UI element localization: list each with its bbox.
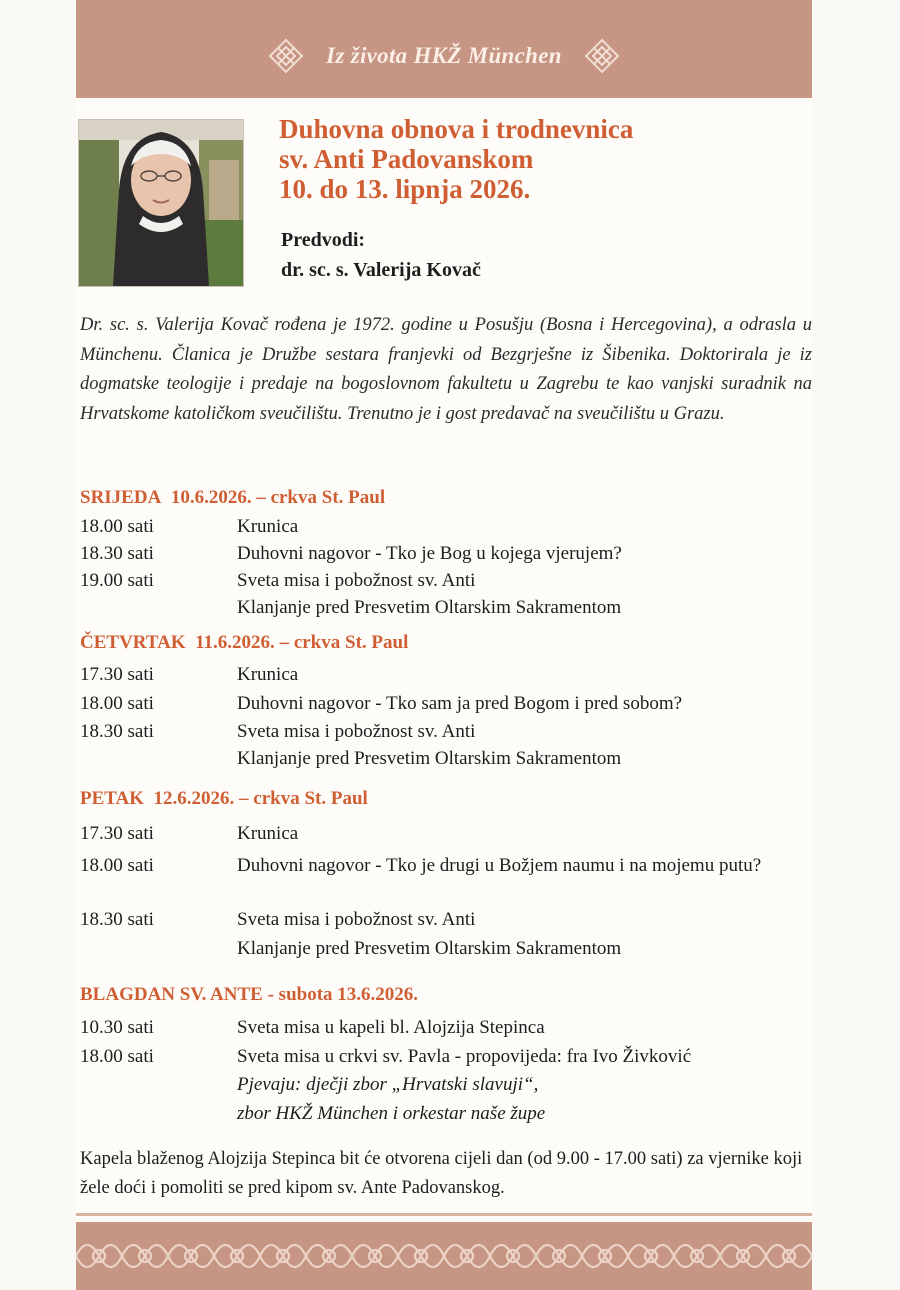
headline-line: Duhovna obnova i trodnevnica — [279, 114, 634, 144]
schedule-text: zbor HKŽ München i orkestar naše župe — [237, 1103, 546, 1124]
schedule-text: Sveta misa u kapeli bl. Alojzija Stepinca — [237, 1017, 545, 1038]
schedule-text: Krunica — [237, 664, 299, 685]
schedule-text: Sveta misa i pobožnost sv. Anti — [237, 570, 476, 591]
schedule-time: 17.30 sati — [80, 823, 154, 844]
schedule-text: Pjevaju: dječji zbor „Hrvatski slavuji“, — [237, 1074, 539, 1095]
speaker-bio: Dr. sc. s. Valerija Kovač rođena je 1972. godine u Posušju (Bosna i Hercegovina), a odrasla u Münchenu. Članica je Družbe sestara franjevki od Bezgrješne iz Šibenika. Doktorirala je iz dogmatske teologije i predaje na bogoslovnom fakultetu u Zagrebu te kao vanjski suradnik na Hrvatskome katoličkom sveučilištu. Trenutno je i gost predavač na sveučilištu u Grazu. — [80, 315, 812, 424]
schedule-time: 18.00 sati — [80, 693, 154, 714]
day-separator: – — [279, 632, 290, 653]
day-place: crkva St. Paul — [293, 632, 409, 653]
day-separator: – — [256, 487, 266, 508]
day-place: crkva St. Paul — [253, 788, 368, 809]
schedule-time: 19.00 sati — [80, 570, 154, 591]
day-name: BLAGDAN SV. ANTE — [80, 984, 263, 1005]
celtic-knot-icon-left — [268, 38, 304, 74]
day-heading — [80, 487, 385, 509]
schedule-time: 10.30 sati — [80, 1017, 154, 1038]
day-heading — [80, 788, 368, 810]
header-title: Iz života HKŽ München — [326, 43, 562, 68]
leader-name: dr. sc. s. Valerija Kovač — [281, 259, 481, 281]
schedule-text: Duhovni nagovor - Tko je drugi u Božjem naumu i na mojemu putu? — [237, 855, 762, 876]
schedule-time: 18.30 sati — [80, 543, 154, 564]
day-separator: – — [239, 788, 249, 809]
schedule-time: 18.30 sati — [80, 909, 154, 930]
headline-line: sv. Anti Padovanskom — [279, 144, 534, 174]
chapel-note: Kapela blaženog Alojzija Stepinca bit će otvorena cijeli dan (od 9.00 - 17.00 sati) za vjernike koji žele doći i pomoliti se pred kipom sv. Ante Padovanskog. — [80, 1149, 803, 1198]
schedule-text: Klanjanje pred Presvetim Oltarskim Sakramentom — [237, 938, 622, 959]
schedule-time: 17.30 sati — [80, 664, 154, 685]
schedule-time: 18.00 sati — [80, 855, 154, 876]
schedule-time: 18.00 sati — [80, 516, 154, 537]
day-separator: - — [267, 984, 274, 1005]
day-name: SRIJEDA — [80, 487, 162, 508]
footer-divider — [76, 1213, 812, 1216]
schedule-text: Klanjanje pred Presvetim Oltarskim Sakramentom — [237, 748, 622, 769]
schedule-text: Krunica — [237, 516, 299, 537]
day-heading — [80, 632, 408, 654]
schedule-text: Duhovni nagovor - Tko je Bog u kojega vjerujem? — [237, 543, 622, 564]
schedule-time: 18.30 sati — [80, 721, 154, 742]
speaker-photo — [78, 119, 244, 287]
schedule-text: Klanjanje pred Presvetim Oltarskim Sakramentom — [237, 597, 622, 618]
day-heading — [80, 984, 418, 1006]
day-date: 10.6.2026. — [170, 487, 252, 508]
schedule-text: Krunica — [237, 823, 299, 844]
celtic-knot-icon-right — [584, 38, 620, 74]
schedule-text: Duhovni nagovor - Tko sam ja pred Bogom i pred sobom? — [237, 693, 683, 714]
day-date: 11.6.2026. — [195, 632, 275, 653]
footer-band — [76, 1222, 812, 1290]
schedule-text: Sveta misa i pobožnost sv. Anti — [237, 909, 476, 930]
leader-label: Predvodi: — [281, 229, 366, 251]
schedule-time: 18.00 sati — [80, 1046, 154, 1067]
day-place: subota 13.6.2026. — [278, 984, 419, 1005]
day-place: crkva St. Paul — [270, 487, 386, 508]
day-date: 12.6.2026. — [153, 788, 235, 809]
headline-line: 10. do 13. lipnja 2026. — [279, 174, 531, 204]
footer-ornament — [76, 1230, 812, 1282]
day-name: ČETVRTAK — [80, 632, 186, 653]
schedule-text: Sveta misa u crkvi sv. Pavla - propovijeda: fra Ivo Živković — [237, 1046, 692, 1067]
header-band — [76, 0, 812, 98]
day-name: PETAK — [80, 788, 145, 809]
schedule-text: Sveta misa i pobožnost sv. Anti — [237, 721, 476, 742]
event-headline — [279, 114, 799, 204]
